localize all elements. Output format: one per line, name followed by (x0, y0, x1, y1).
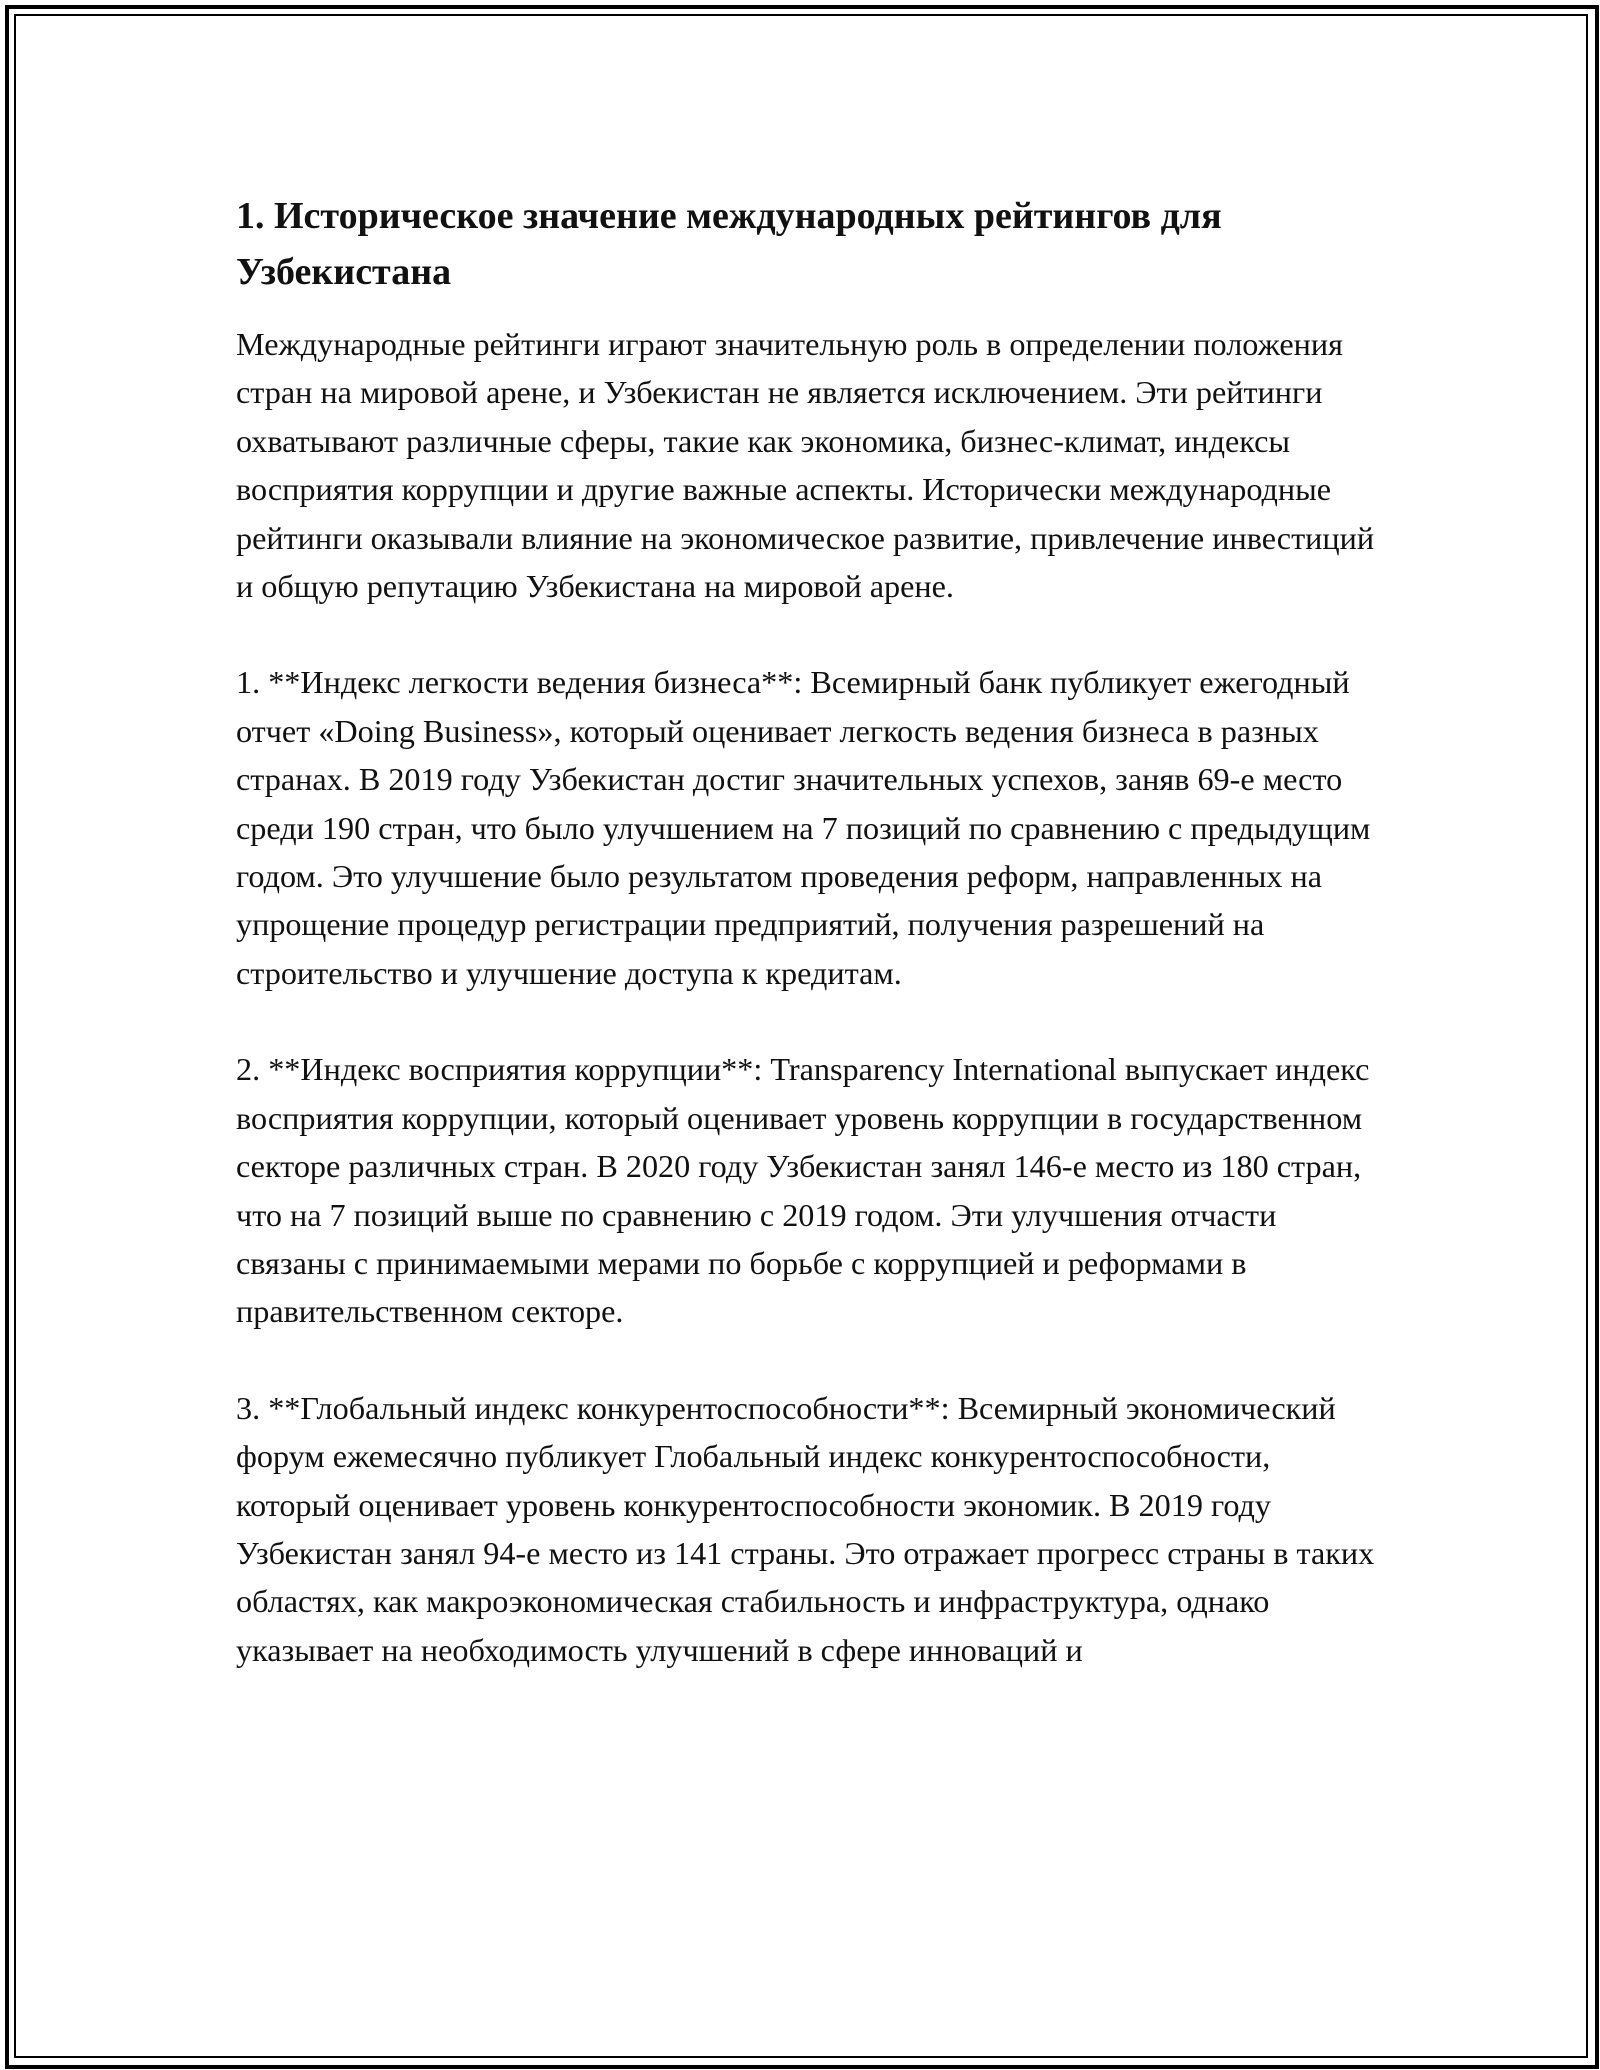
section-heading: 1. Историческое значение международных рейтингов для Узбекистана (236, 195, 1222, 293)
document-page (236, 188, 1386, 1722)
list-item-doing-business: 1. **Индекс легкости ведения бизнеса**: Всемирный банк публикует ежегодный отчет «Doing Business», который оценивает легкость ведения бизнеса в разных странах. В 2019 году Узбекистан достиг значительных успехов, заняв 69-е место среди 190 стран, что было улучшением на 7 позиций по сравнению с предыдущим годом. Это улучшение было результатом проведения реформ, направленных на упрощение процедур регистрации предприятий, получения разрешений на строительство и улучшение доступа к кредитам. (236, 664, 1371, 991)
list-item-corruption-index: 2. **Индекс восприятия коррупции**: Transparency International выпускает индекс восприятия коррупции, который оценивает уровень коррупции в государственном секторе различных стран. В 2020 году Узбекистан занял 146-е место из 180 стран, что на 7 позиций выше по сравнению с 2019 годом. Эти улучшения отчасти связаны с принимаемыми мерами по борьбе с коррупцией и реформами в правительственном секторе. (236, 1051, 1370, 1330)
intro-paragraph: Международные рейтинги играют значительную роль в определении положения стран на мировой арене, и Узбекистан не является исключением. Эти рейтинги охватывают различные сферы, такие как экономика, бизнес-климат, индексы восприятия коррупции и другие важные аспекты. Исторически международные рейтинги оказывали влияние на экономическое развитие, привлечение инвестиций и общую репутацию Узбекистана на мировой арене. (236, 326, 1375, 605)
list-item-competitiveness-index: 3. **Глобальный индекс конкурентоспособности**: Всемирный экономический форум ежемесячно публикует Глобальный индекс конкурентоспособности, который оценивает уровень конкурентоспособности экономик. В 2019 году Узбекистан занял 94-е место из 141 страны. Это отражает прогресс страны в таких областях, как макроэкономическая стабильность и инфраструктура, однако указывает на необходимость улучшений в сфере инноваций и (236, 1389, 1375, 1668)
